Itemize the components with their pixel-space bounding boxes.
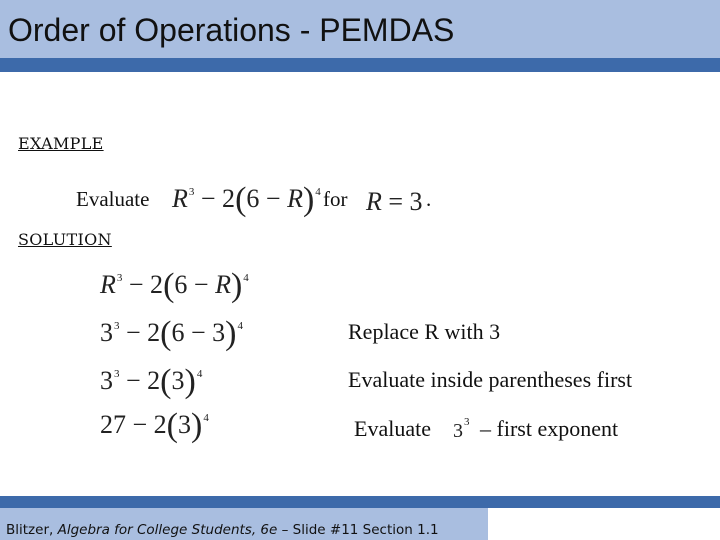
example-expression: $R^3 - 2(6 - R)^4$ (172, 181, 321, 218)
footer-text (6, 522, 439, 538)
step-expression-2: $3^3 - 2(3)^4$ (100, 363, 203, 400)
step-note-3-math: $3^3$ (453, 416, 470, 442)
step-note-3-suffix: – first exponent (480, 416, 619, 441)
solution-label: SOLUTION (18, 230, 112, 249)
example-label: EXAMPLE (18, 134, 104, 153)
step-expression-3: $27 - 2(3)^4$ (100, 407, 209, 444)
footer-rest: – Slide #11 Section 1.1 (277, 522, 439, 538)
step-note-1: Replace R with 3 (348, 319, 501, 344)
step-expression-0: $R^3 - 2(6 - R)^4$ (100, 267, 249, 304)
step-expression-1: $3^3 - 2(6 - 3)^4$ (100, 315, 243, 352)
title-stripe (0, 58, 720, 72)
period: . (426, 187, 432, 211)
evaluate-word: Evaluate (76, 187, 150, 211)
footer-book: Algebra for College Students, 6e (57, 522, 278, 538)
footer-stripe (0, 496, 720, 508)
footer-author: Blitzer, (6, 522, 58, 538)
for-word: for (323, 187, 348, 211)
slide-title: Order of Operations - PEMDAS (8, 12, 455, 48)
step-note-3-prefix: Evaluate (354, 416, 431, 441)
step-note-2: Evaluate inside parentheses first (348, 367, 633, 392)
condition-expression: R = 3 (366, 187, 423, 216)
